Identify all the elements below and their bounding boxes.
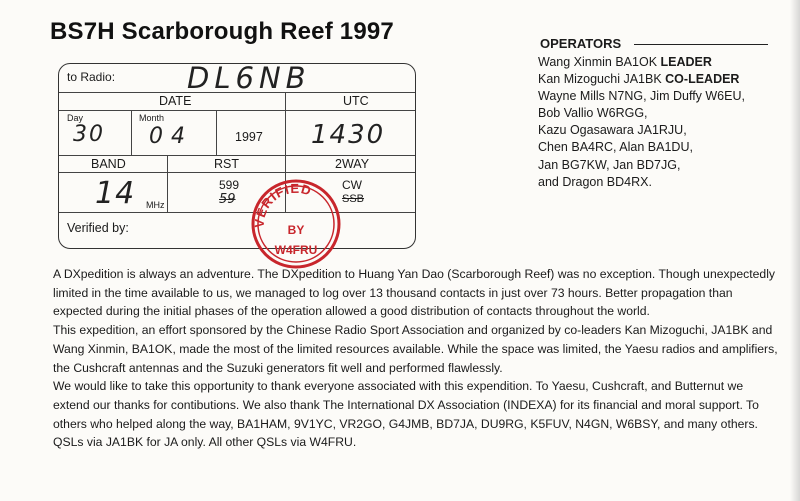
utc-header: UTC (343, 94, 369, 108)
operator-line: Jan BG7KW, Jan BD7JG, (538, 157, 681, 172)
operators-rule (634, 44, 768, 45)
card-edge-shadow (790, 0, 800, 501)
mode-struck: SSB (342, 193, 365, 205)
operator-line: and Dragon BD4RX. (538, 174, 652, 189)
qsl-form-box (58, 63, 416, 249)
date-header: DATE (159, 94, 192, 108)
operators-list (538, 54, 745, 191)
stamp-middle-text: BY (287, 223, 305, 237)
narrative-paragraph: This expedition, an effort sponsored by the Chinese Radio Sport Association and organized by co-leaders Kan Mizoguchi, JA1BK and Wang Xinmin, BA1OK, made the most of the limited resources available. While the space was limited, the Yaesu radios and amplifiers, the Cushcraft antennas and the Suzuki generators fit well and performed flawlessly. (53, 323, 778, 375)
operator-line: Chen BA4RC, Alan BA1DU, (538, 140, 693, 155)
form-divider (59, 110, 415, 111)
narrative-paragraph: We would like to take this opportunity to thank everyone associated with this expendition. To Yaesu, Cushcraft, and Butternut we extend our thanks for contibutions. We also thank The International DX Association (INDEXA) for its financial and moral support. To others who helped along the way, BA1HAM, 9V1YC, VR2GO, G4JMB, BD7JA, DU9RG, K5FUV, N4GN, W6BSY, and many others. QSLs via JA1BK for JA only. All other QSLs via W4FRU. (53, 379, 759, 450)
stamp-top-text: VERIFIED (251, 180, 314, 229)
operator-line: Wayne Mills N7NG, Jim Duffy W6EU, (538, 89, 745, 104)
stamp-bottom-text: W4FRU (274, 243, 318, 257)
card-title: BS7H Scarborough Reef 1997 (50, 18, 394, 45)
day-value: 30 (73, 122, 105, 147)
operator-line: Kan Mizoguchi JA1BK CO-LEADER (538, 72, 740, 87)
rst-header: RST (214, 157, 239, 171)
month-label: Month (139, 113, 165, 123)
form-divider (59, 172, 415, 173)
form-divider (59, 212, 415, 213)
to-radio-callsign: DL6NB (187, 61, 311, 95)
operators-header: OPERATORS (540, 36, 622, 51)
narrative-paragraph: A DXpedition is always an adventure. The DXpedition to Huang Yan Dao (Scarborough Reef) was no exception. Though unexpectedly limited in the time available to us, we managed to log over 13 thousand contacts in just over 73 hours. Better propagation than expected during the initial phases of the operation allowed a good distribution of contacts throughout the world. (53, 267, 775, 319)
twoway-header: 2WAY (335, 157, 370, 171)
month-value: 04 (149, 124, 193, 149)
day-label: Day (67, 113, 84, 123)
verified-stamp (250, 178, 342, 270)
form-divider (167, 155, 168, 212)
year-value: 1997 (235, 130, 263, 144)
dxpedition-narrative (53, 265, 778, 452)
operator-line: Wang Xinmin BA1OK LEADER (538, 55, 712, 69)
operator-line: Kazu Ogasawara JA1RJU, (538, 123, 687, 138)
operator-line: Bob Vallio W6RGG, (538, 106, 648, 121)
form-divider (131, 110, 132, 155)
mode-printed: CW (342, 178, 362, 192)
rst-handwritten: 59 (219, 192, 236, 207)
form-divider (59, 155, 415, 156)
band-header: BAND (91, 157, 126, 171)
band-value: 14 (95, 176, 136, 211)
rst-printed: 599 (219, 178, 240, 192)
verified-by-label: Verified by: (67, 221, 129, 235)
band-unit: MHz (146, 200, 165, 210)
form-divider (216, 110, 217, 155)
to-radio-label: to Radio: (67, 70, 116, 84)
utc-value: 1430 (311, 120, 386, 150)
